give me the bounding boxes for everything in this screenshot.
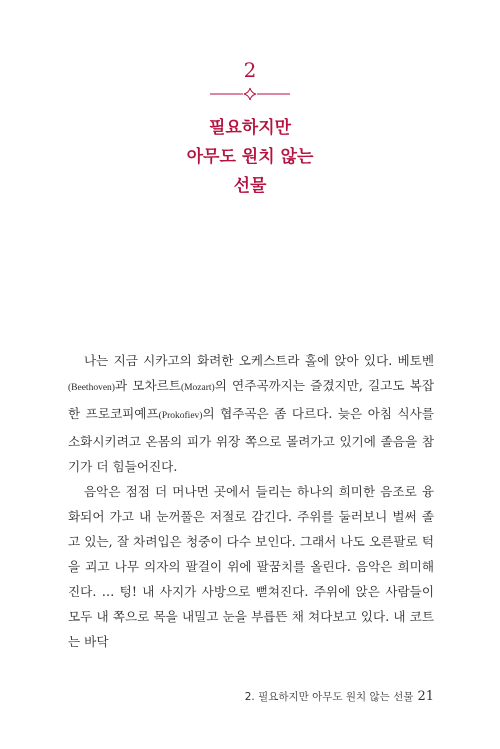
name-prokofiev: (Prokofiev): [158, 411, 203, 421]
running-footer: [245, 688, 434, 706]
chapter-title-line-1: 필요하지만: [208, 118, 292, 138]
name-beethoven: (Beethoven): [68, 383, 115, 393]
name-mozart: (Mozart): [180, 383, 215, 393]
chapter-title-line-2: 아무도 원치 않는: [186, 147, 314, 167]
paragraph-1-text-c: 의 연주곡까지는 즐겼지만, 길고도 복잡한 프로코피예프: [68, 378, 434, 421]
ornament-divider-icon: [210, 87, 290, 101]
paragraph-1-text-a: 나는 지금 시카고의 화려한 오케스트라 홀에 앉아 있다. 베토벤: [84, 353, 434, 368]
body-text: [68, 348, 434, 654]
chapter-title-line-3: 선물: [233, 176, 267, 196]
paragraph-1: [68, 348, 434, 479]
chapter-title: [0, 114, 500, 201]
chapter-number: 2: [243, 58, 257, 82]
paragraph-1-text-b: 과 모차르트: [114, 378, 181, 393]
running-title: 2. 필요하지만 아무도 원치 않는 선물: [244, 691, 414, 703]
paragraph-2: 음악은 점점 더 머나먼 곳에서 들리는 하나의 희미한 음조로 융화되어 가고 내 눈꺼풀은 저절로 감긴다. 주위를 둘러보니 벌써 졸고 있는, 잘 차려입은 청중이 다수 보인다. 그래서 나도 오른팔로 턱을 괴고 나무 의자의 팔걸이 위에 팔꿈치를 올린다. 음악은 희미해진다. … 텅! 내 사지가 사방으로 뻗쳐진다. 주위에 앉은 사람들이 모두 내 쪽으로 목을 내밀고 눈을 부릅뜬 채 쳐다보고 있다. 내 코트는 바닥: [68, 484, 434, 649]
page-number: 21: [417, 689, 434, 704]
paragraph-1-text-d: 의 협주곡은 좀 다르다. 늦은 아침 식사를 소화시키려고 온몸의 피가 위장 쪽으로 몰려가고 있기에 졸음을 참기가 더 힘들어진다.: [68, 406, 435, 474]
